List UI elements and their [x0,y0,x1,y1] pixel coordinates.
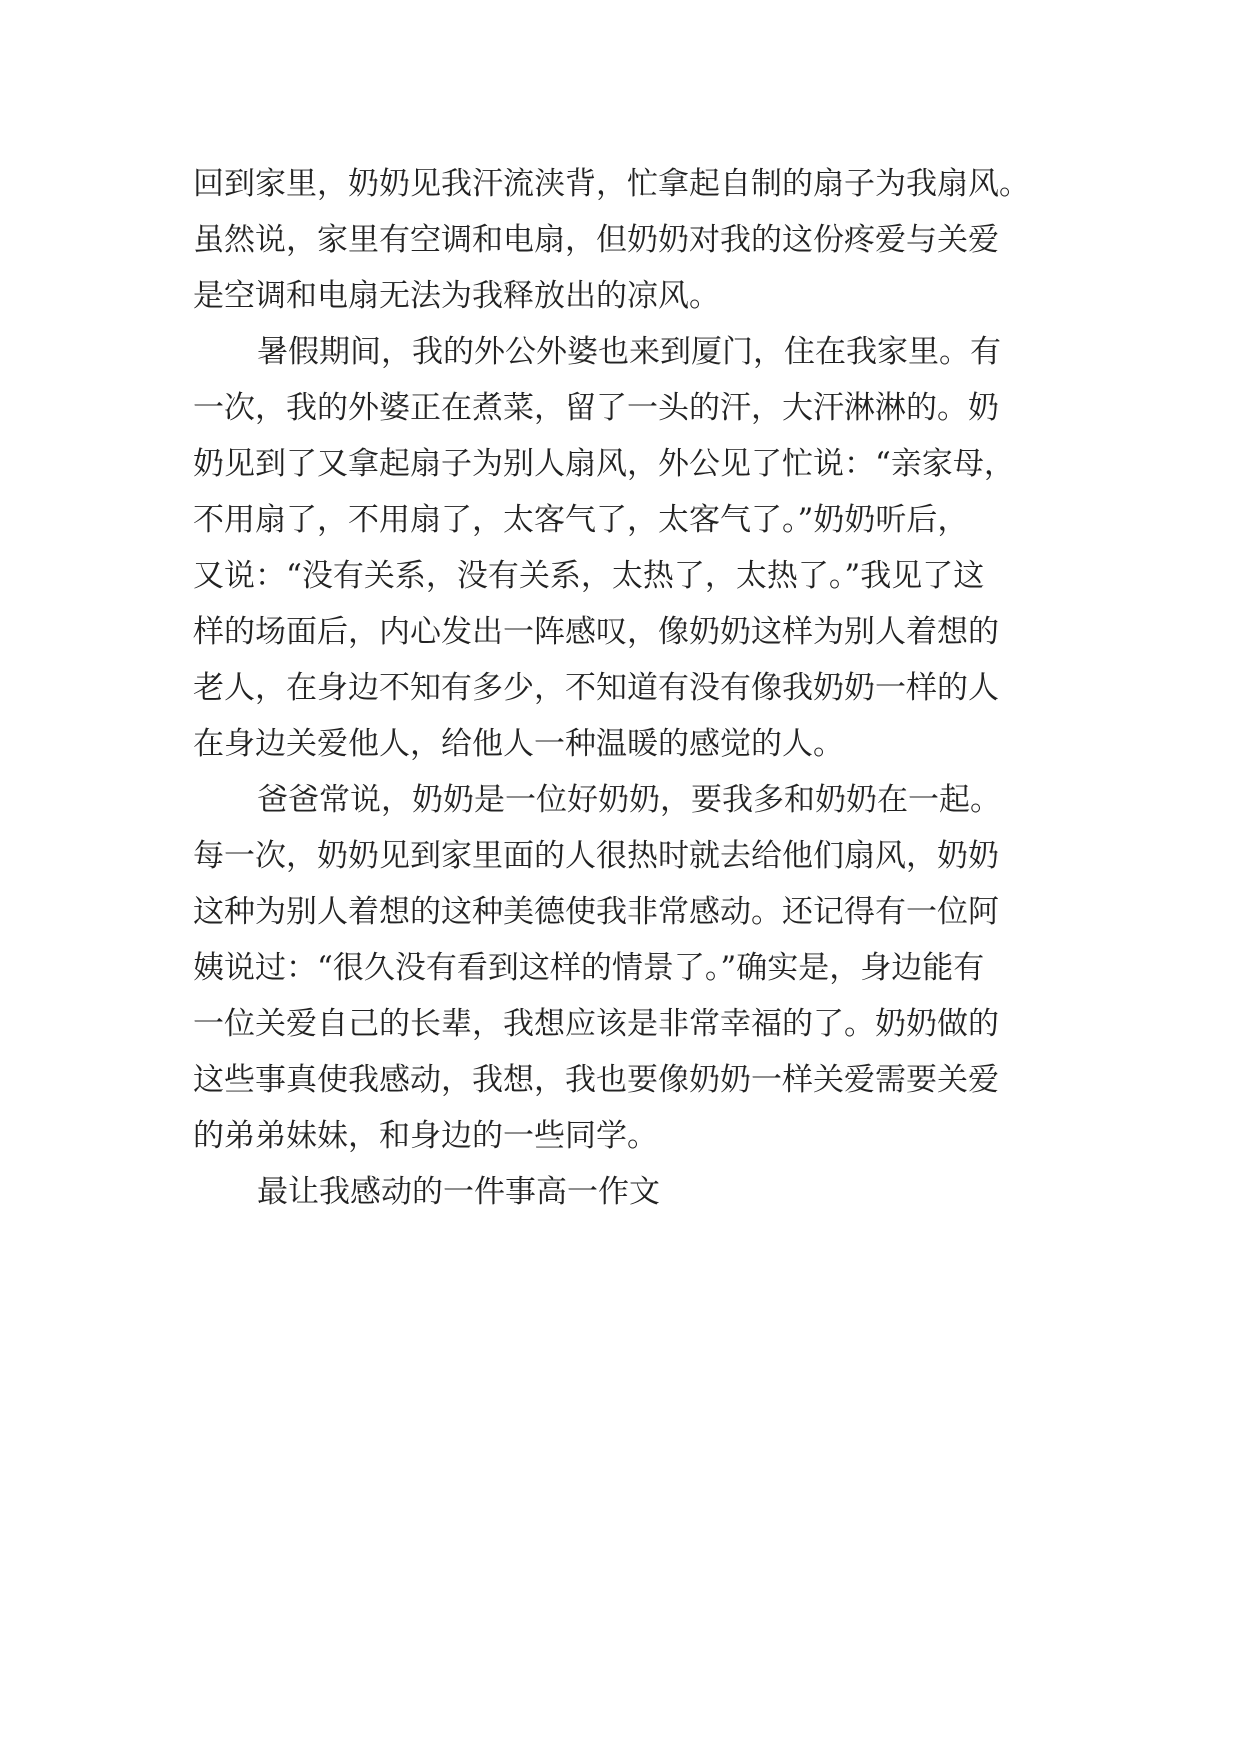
paragraph-first-line: 爸爸常说，奶奶是一位好奶奶，要我多和奶奶在一起。 [257,782,1001,818]
text-line: 一位关爱自己的长辈，我想应该是非常幸福的了。奶奶做的 [193,1006,999,1042]
paragraph-first-line: 暑假期间，我的外公外婆也来到厦门，住在我家里。有 [257,334,1001,370]
text-line: 回到家里，奶奶见我汗流浃背，忙拿起自制的扇子为我扇风。 [193,166,1030,202]
text-line: 这些事真使我感动，我想，我也要像奶奶一样关爱需要关爱 [193,1062,999,1098]
text-line: 是空调和电扇无法为我释放出的凉风。 [193,278,720,314]
text-line: 老人，在身边不知有多少，不知道有没有像我奶奶一样的人 [193,670,999,706]
essay-body [193,156,1073,1220]
text-line: 的弟弟妹妹，和身边的一些同学。 [193,1118,658,1154]
text-line: 不用扇了，不用扇了，太客气了，太客气了。”奶奶听后， [193,502,969,538]
text-line: 姨说过：“很久没有看到这样的情景了。”确实是，身边能有 [193,950,985,986]
text-line: 奶见到了又拿起扇子为别人扇风，外公见了忙说：“亲家母， [193,446,1015,482]
text-line: 这种为别人着想的这种美德使我非常感动。还记得有一位阿 [193,894,999,930]
text-line: 每一次，奶奶见到家里面的人很热时就去给他们扇风，奶奶 [193,838,999,874]
text-line: 又说：“没有关系，没有关系，太热了，太热了。”我见了这 [193,558,985,594]
text-line: 一次，我的外婆正在煮菜，留了一头的汗，大汗淋淋的。奶 [193,390,999,426]
text-line: 虽然说，家里有空调和电扇，但奶奶对我的这份疼爱与关爱 [193,222,999,258]
text-line: 在身边关爱他人，给他人一种温暖的感觉的人。 [193,726,844,762]
essay-title-line: 最让我感动的一件事高一作文 [257,1174,660,1210]
text-line: 样的场面后，内心发出一阵感叹，像奶奶这样为别人着想的 [193,614,999,650]
